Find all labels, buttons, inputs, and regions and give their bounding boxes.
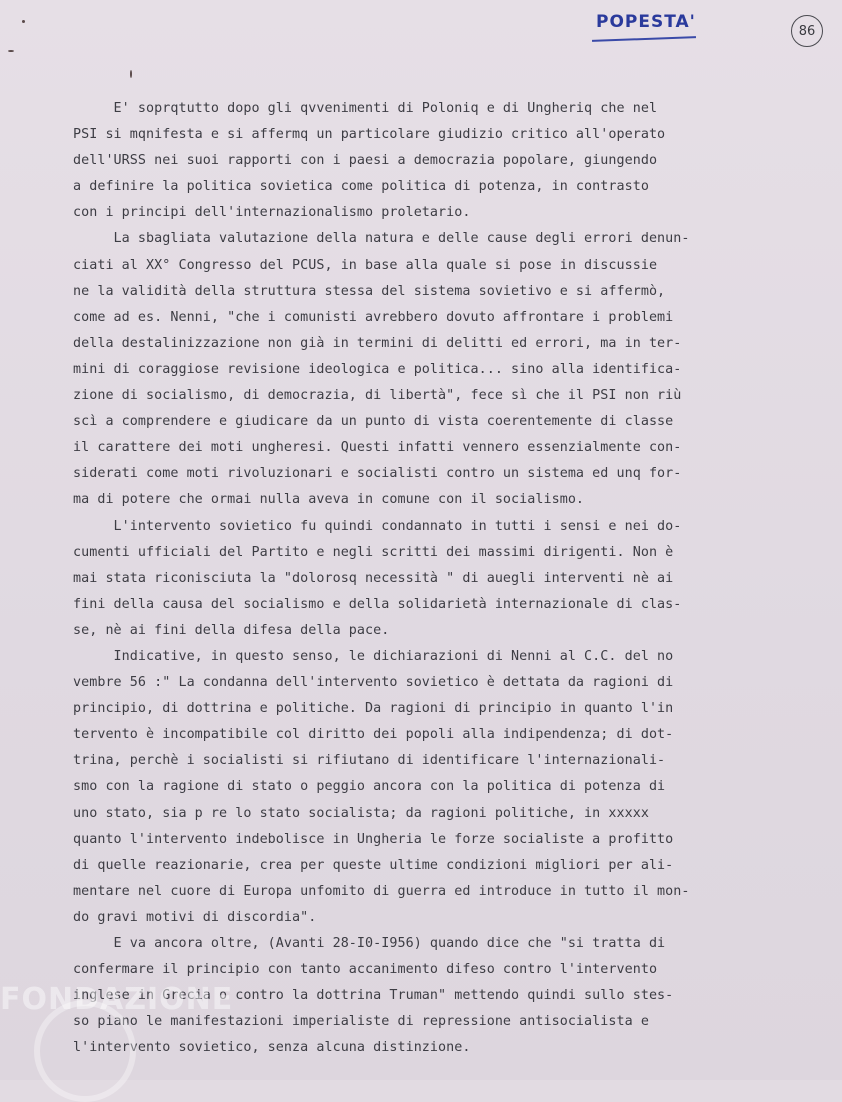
annotation-underline: [592, 36, 696, 42]
text-line: il carattere dei moti ungheresi. Questi infatti vennero essenzialmente con-: [73, 440, 682, 456]
typed-body-text: [73, 96, 818, 1061]
text-line: vembre 56 :" La condanna dell'intervento sovietico è dettata da ragioni di: [73, 675, 674, 691]
text-line: confermare il principio con tanto accanimento difeso contro l'intervento: [73, 962, 658, 978]
handwritten-annotation: POPESTA': [596, 12, 696, 32]
text-line: PSI si mqnifesta e si affermq un particolare giudizio critico all'operato: [73, 127, 666, 143]
text-line: l'intervento sovietico, senza alcuna distinzione.: [73, 1040, 471, 1056]
text-line: L'intervento sovietico fu quindi condannato in tutti i sensi e nei do-: [73, 518, 682, 534]
text-line: ma di potere che ormai nulla aveva in comune con il socialismo.: [73, 492, 585, 508]
text-line: La sbagliata valutazione della natura e delle cause degli errori denun-: [73, 231, 690, 247]
text-line: quanto l'intervento indebolisce in Ungheria le forze socialiste a profitto: [73, 831, 674, 847]
text-line: E va ancora oltre, (Avanti 28-I0-I956) quando dice che "si tratta di: [73, 936, 666, 951]
text-line: come ad es. Nenni, "che i comunisti avrebbero dovuto affrontare i problemi: [73, 309, 674, 325]
text-line: se, nè ai fini della difesa della pace.: [73, 622, 390, 638]
text-line: a definire la politica sovietica come politica di potenza, in contrasto: [73, 179, 649, 195]
text-line: mini di coraggiose revisione ideologica e politica... sino alla identifica-: [73, 361, 682, 377]
watermark-text: FONDAZIONE: [0, 982, 234, 1017]
text-line: scì a comprendere e giudicare da un punto di vista coerentemente di classe: [73, 414, 674, 430]
speck: [8, 50, 14, 52]
text-line: siderati come moti rivoluzionari e socialisti contro un sistema ed unq for-: [73, 466, 682, 482]
text-line: della destalinizzazione non già in termini di delitti ed errori, ma in ter-: [73, 335, 682, 351]
text-line: ne la validità della struttura stessa del sistema sovietivo e si affermò,: [73, 283, 666, 299]
speck: [22, 20, 25, 23]
text-line: E' soprqtutto dopo gli qvvenimenti di Poloniq e di Ungheriq che nel: [73, 101, 658, 116]
text-line: zione di socialismo, di democrazia, di libertà", fece sì che il PSI non riù: [73, 388, 682, 404]
text-line: fini della causa del socialismo e della solidarietà internazionale di clas-: [73, 596, 682, 612]
text-line: di quelle reazionarie, crea per queste ultime condizioni migliori per ali-: [73, 857, 674, 873]
text-line: trina, perchè i socialisti si rifiutano di identificare l'internazionali-: [73, 753, 666, 769]
text-line: cumenti ufficiali del Partito e negli scritti dei massimi dirigenti. Non è: [73, 544, 674, 560]
text-line: mai stata riconisciuta la "dolorosq necessità " di auegli interventi nè ai: [73, 570, 674, 586]
page-number: 86: [798, 23, 816, 39]
speck: [130, 70, 132, 78]
text-line: mentare nel cuore di Europa unfomito di guerra ed introduce in tutto il mon-: [73, 883, 690, 899]
text-line: ciati al XX° Congresso del PCUS, in base alla quale si pose in discussie: [73, 257, 658, 273]
text-line: inglese in Grecia o contro la dottrina Truman" mettendo quindi sullo stes-: [73, 988, 674, 1004]
page-number-circle: [791, 15, 823, 47]
text-line: do gravi motivi di discordia".: [73, 909, 317, 925]
text-line: so piano le manifestazioni imperialiste di repressione antisocialista e: [73, 1014, 649, 1030]
text-line: smo con la ragione di stato o peggio ancora con la politica di potenza di: [73, 779, 666, 795]
text-line: Indicative, in questo senso, le dichiarazioni di Nenni al C.C. del no: [73, 648, 674, 664]
text-line: tervento è incompatibile col diritto dei popoli alla indipendenza; di dot-: [73, 727, 674, 743]
text-line: dell'URSS nei suoi rapporti con i paesi a democrazia popolare, giungendo: [73, 153, 658, 169]
text-line: con i principi dell'internazionalismo proletario.: [73, 205, 471, 221]
text-line: uno stato, sia p re lo stato socialista; da ragioni politiche, in xxxxx: [73, 805, 649, 821]
text-line: principio, di dottrina e politiche. Da ragioni di principio in quanto l'in: [73, 701, 674, 717]
